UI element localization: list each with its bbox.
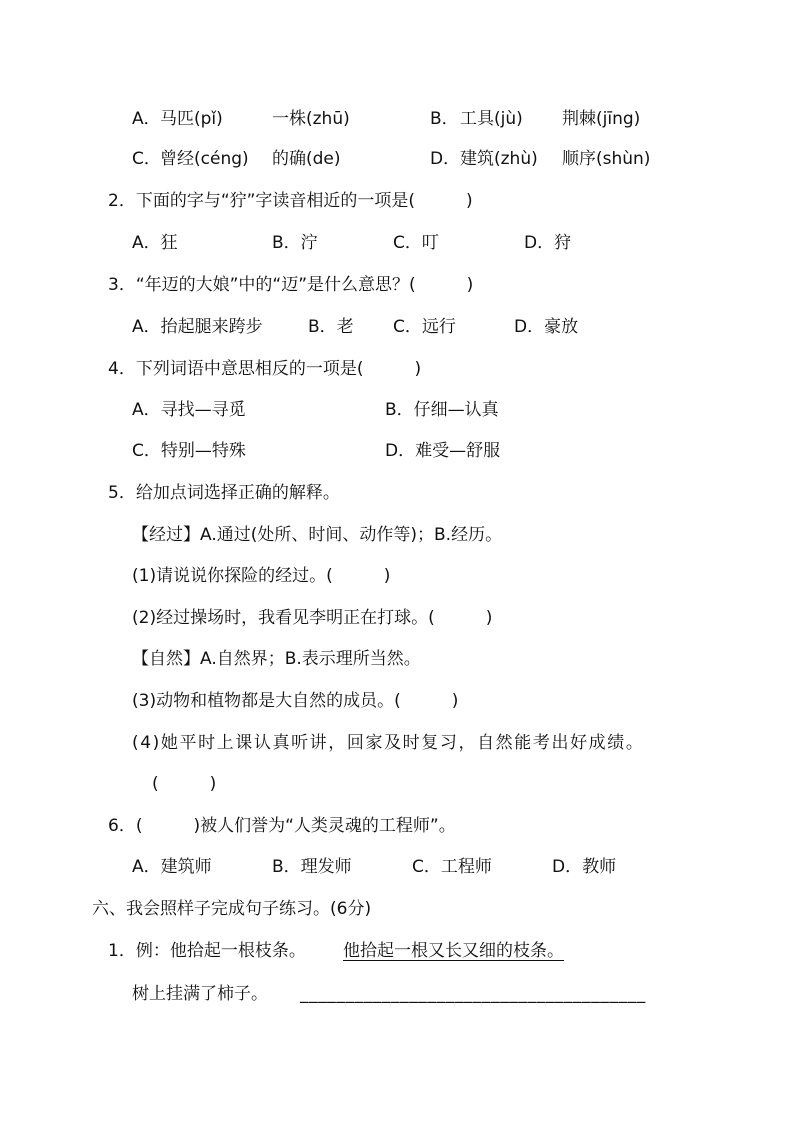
q3-stem: 3．“年迈的大娘”中的“迈”是什么意思？( ) — [108, 275, 474, 295]
q1-option-b-label: B． — [430, 109, 459, 129]
q1-option-d-label: D． — [430, 149, 461, 169]
q1-option-c-label: C． — [132, 149, 161, 169]
section-six-example-answer: 他拾起一根又长又细的枝条。 — [343, 941, 564, 961]
q1-option-b-text2: 荆棘(jīng) — [562, 109, 641, 129]
q5-definition-jingguo: 【经过】A.通过(处所、时间、动作等)；B.经历。 — [132, 525, 503, 545]
q5-sentence-1: (1)请说说你探险的经过。( ) — [132, 566, 391, 586]
q1-option-c-text1: 曾经(céng) — [160, 149, 249, 169]
q1-option-a-label: A． — [132, 109, 161, 129]
section-six-example: 1．例：他拾起一根枝条。 — [108, 941, 306, 961]
q4-option-b: B．仔细—认真 — [385, 400, 499, 420]
section-six-title: 六、我会照样子完成句子练习。(6分) — [92, 899, 372, 919]
q3-option-b: B．老 — [308, 317, 354, 337]
q3-option-d: D．豪放 — [514, 317, 579, 337]
q2-option-c: C．叮 — [393, 233, 439, 253]
q5-sentence-4: (4)她平时上课认真听讲，回家及时复习，自然能考出好成绩。 — [132, 733, 645, 753]
q5-definition-ziran: 【自然】A.自然界；B.表示理所当然。 — [132, 649, 421, 669]
q2-option-b: B．泞 — [272, 233, 318, 253]
q6-option-b: B．理发师 — [272, 857, 352, 877]
q2-option-d: D．狩 — [524, 233, 572, 253]
q4-stem: 4．下列词语中意思相反的一项是( ) — [108, 359, 422, 379]
q6-stem: 6．( )被人们誉为“人类灵魂的工程师”。 — [108, 816, 456, 836]
section-six-answer-blank[interactable]: ______________________________________ — [300, 984, 646, 1004]
q1-option-b-text1: 工具(jù) — [460, 109, 523, 129]
q4-option-a: A．寻找—寻觅 — [132, 400, 246, 420]
q1-option-a-text1: 马匹(pǐ) — [160, 109, 223, 129]
q5-sentence-2: (2)经过操场时，我看见李明正在打球。( ) — [132, 608, 493, 628]
q5-sentence-4-blank: ( ) — [152, 774, 217, 794]
section-six-task: 树上挂满了柿子。 — [132, 984, 268, 1004]
q5-sentence-3: (3)动物和植物都是大自然的成员。( ) — [132, 691, 459, 711]
q1-option-a-text2: 一株(zhū) — [272, 109, 350, 129]
q2-stem: 2．下面的字与“狞”字读音相近的一项是( ) — [108, 191, 473, 211]
q3-option-a: A．抬起腿来跨步 — [132, 317, 263, 337]
q5-stem: 5．给加点词选择正确的解释。 — [108, 483, 340, 503]
q1-option-d-text2: 顺序(shùn) — [562, 149, 651, 169]
q1-option-d-text1: 建筑(zhù) — [460, 149, 538, 169]
q6-option-d: D．教师 — [552, 857, 617, 877]
q6-option-a: A．建筑师 — [132, 857, 212, 877]
q2-option-a: A．狂 — [132, 233, 178, 253]
q6-option-c: C．工程师 — [412, 857, 492, 877]
q3-option-c: C．远行 — [393, 317, 456, 337]
q4-option-d: D．难受—舒服 — [385, 441, 501, 461]
q4-option-c: C．特别—特殊 — [132, 441, 246, 461]
q1-option-c-text2: 的确(de) — [272, 149, 341, 169]
